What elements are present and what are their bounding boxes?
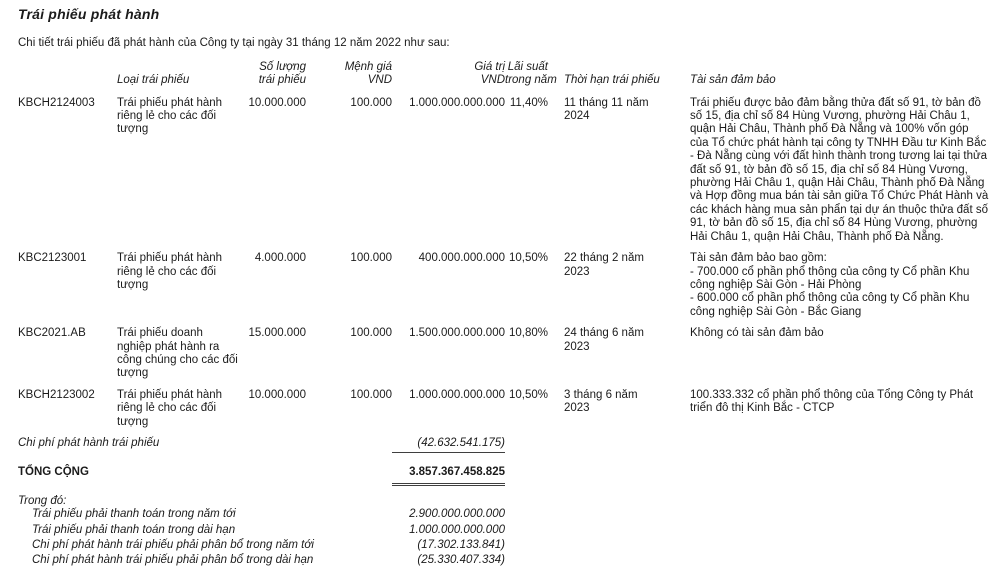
col-header-value (392, 61, 505, 97)
col-header-par (306, 61, 392, 97)
bond-par-value: 100.000 (350, 252, 392, 265)
bond-term-text: 22 tháng 2 năm 2023 (564, 252, 644, 278)
breakdown-label: Trái phiếu phải thanh toán trong năm tới (32, 508, 236, 521)
bond-quantity: 10.000.000 (248, 96, 306, 109)
bond-term (548, 97, 683, 252)
issuance-cost-value: (42.632.541.175) (392, 437, 505, 453)
col-header-quantity-line2: trái phiếu (258, 74, 306, 87)
col-header-type: Loại trái phiếu (117, 74, 190, 87)
spacer-cell (505, 453, 990, 484)
spacer-cell (505, 554, 990, 569)
bond-term-text: 24 tháng 6 năm 2023 (564, 327, 644, 353)
bond-row (18, 327, 990, 389)
bond-term-text: 3 tháng 6 năm 2023 (564, 388, 638, 415)
col-header-term: Thời hạn trái phiếu (564, 74, 660, 87)
bond-quantity: 15.000.000 (248, 327, 306, 340)
bond-collateral (683, 97, 990, 252)
spacer-cell (505, 508, 990, 523)
table-header-row (18, 61, 990, 97)
col-header-collateral: Tài sản đảm bảo (690, 74, 776, 87)
grand-total-value: 3.857.367.458.825 (392, 453, 505, 484)
bond-type: Trái phiếu phát hành riêng lẻ cho các đối tượng (117, 388, 223, 428)
bond-code: KBCH2124003 (18, 96, 95, 109)
bond-quantity: 4.000.000 (254, 252, 306, 265)
spacer-cell (505, 437, 990, 453)
bond-collateral-line: - 600.000 cổ phần phổ thông của công ty Cổ phần Khu công nghiệp Sài Gòn - Bắc Giang (690, 292, 970, 318)
grand-total-label: TỔNG CỘNG (18, 465, 89, 478)
bond-value: 1.500.000.000.000 (409, 327, 505, 340)
bond-interest-rate: 10,50% (508, 388, 548, 401)
bond-collateral (683, 252, 990, 327)
bond-row (18, 252, 990, 327)
bond-par-value: 100.000 (350, 388, 392, 401)
bond-interest-rate: 11,40% (509, 96, 548, 109)
page-title: Trái phiếu phát hành (18, 6, 160, 22)
bond-type: Trái phiếu phát hành riêng lẻ cho các đối tượng (117, 96, 223, 136)
breakdown-value: (25.330.407.334) (417, 554, 505, 567)
breakdown-value: 1.000.000.000.000 (409, 523, 505, 536)
col-header-rate (505, 60, 557, 97)
bond-value: 1.000.000.000.000 (409, 388, 505, 401)
breakdown-header-row (18, 484, 990, 508)
col-header-rate-line2: trong năm (505, 74, 557, 87)
col-header-code (18, 61, 117, 97)
bond-collateral-line: Trái phiếu được bảo đảm bằng thửa đất số 91, tờ bản đồ số 15, địa chỉ số 84 Hùng Vương, phường Hải Châu 1, quận Hải Châu, Thành phố Đà Nẵng và 100% vốn góp của Tổ chức phát hành tại công ty TNHH Đầu tư Kinh Bắc - Đà Nẵng cùng với đất hình thành trong tương lai tại thửa đất số 91, tờ bản đồ số 15, địa chỉ số 84 Hùng Vương, phường Hải Châu 1, quận Hải Châu, Thành phố Đà Nẵng và Hợp đồng mua bán tài sản giữa Tổ Chức Phát Hành và các khách hàng mua sản phẩn tại dự án thuộc thửa đất số 91, tờ bản đồ số 15, địa chỉ số 84 Hùng Vương, phường Hải Châu 1, quận Hải Châu, Thành phố Đà Nẵng. (690, 96, 989, 243)
bond-term (548, 252, 683, 327)
bond-par-value: 100.000 (350, 327, 392, 340)
issuance-cost-label: Chi phí phát hành trái phiếu (18, 436, 160, 449)
bond-interest-rate: 10,50% (508, 252, 548, 265)
bond-collateral-line: Không có tài sản đảm bảo (690, 327, 824, 340)
bond-collateral-line: Tài sản đảm bảo bao gồm: (690, 252, 827, 265)
bond-par-value: 100.000 (350, 96, 392, 109)
col-header-rate-line1: Lãi suất (507, 60, 548, 73)
col-header-value-line1: Giá trị (474, 60, 505, 73)
col-header-quantity-line1: Số lượng (259, 60, 306, 73)
bond-term (548, 327, 683, 389)
bond-row (18, 97, 990, 252)
breakdown-header-label: Trong đó: (18, 494, 67, 507)
breakdown-row (18, 508, 990, 523)
breakdown-label: Chi phí phát hành trái phiếu phải phân bổ trong năm tới (32, 539, 314, 551)
col-header-par-line2: VND (367, 74, 392, 87)
bond-collateral (683, 327, 990, 389)
bond-term (548, 389, 683, 437)
breakdown-row (18, 524, 990, 539)
grand-total-row (18, 453, 990, 484)
breakdown-value: 2.900.000.000.000 (409, 508, 505, 521)
bond-collateral-line: 100.333.332 cổ phần phổ thông của Tổng Công ty Phát triển đô thị Kinh Bắc - CTCP (690, 388, 974, 415)
spacer-cell (505, 524, 990, 539)
page-subtitle: Chi tiết trái phiếu đã phát hành của Công ty tại ngày 31 tháng 12 năm 2022 như sau: (18, 37, 450, 50)
bond-collateral-line: - 700.000 cổ phần phổ thông của công ty Cổ phần Khu công nghiệp Sài Gòn - Hải Phòng (690, 265, 970, 291)
breakdown-value: (17.302.133.841) (417, 539, 505, 551)
breakdown-row (18, 554, 990, 569)
issuance-cost-row (18, 437, 990, 453)
bond-quantity: 10.000.000 (248, 388, 306, 401)
bond-interest-rate: 10,80% (508, 327, 548, 340)
bond-code: KBC2021.AB (18, 327, 86, 340)
bond-type: Trái phiếu doanh nghiệp phát hành ra công chúng cho các đối tượng (117, 327, 238, 380)
bond-type: Trái phiếu phát hành riêng lẻ cho các đối tượng (117, 252, 223, 291)
breakdown-label: Chi phí phát hành trái phiếu phải phân bổ trong dài hạn (32, 554, 314, 567)
breakdown-label: Trái phiếu phải thanh toán trong dài hạn (32, 523, 236, 536)
bond-row (18, 389, 990, 437)
bonds-table (18, 61, 990, 570)
spacer-cell (505, 539, 990, 554)
col-header-quantity (240, 61, 306, 97)
breakdown-row (18, 539, 990, 554)
bond-value: 400.000.000.000 (418, 252, 505, 265)
bond-code: KBC2123001 (18, 252, 87, 265)
bond-collateral (683, 389, 990, 437)
bond-value: 1.000.000.000.000 (409, 96, 505, 109)
bond-code: KBCH2123002 (18, 388, 95, 401)
col-header-par-line1: Mệnh giá (344, 60, 392, 73)
col-header-value-line2: VND (480, 74, 505, 87)
bond-term-text: 11 tháng 11 năm 2024 (564, 96, 649, 123)
